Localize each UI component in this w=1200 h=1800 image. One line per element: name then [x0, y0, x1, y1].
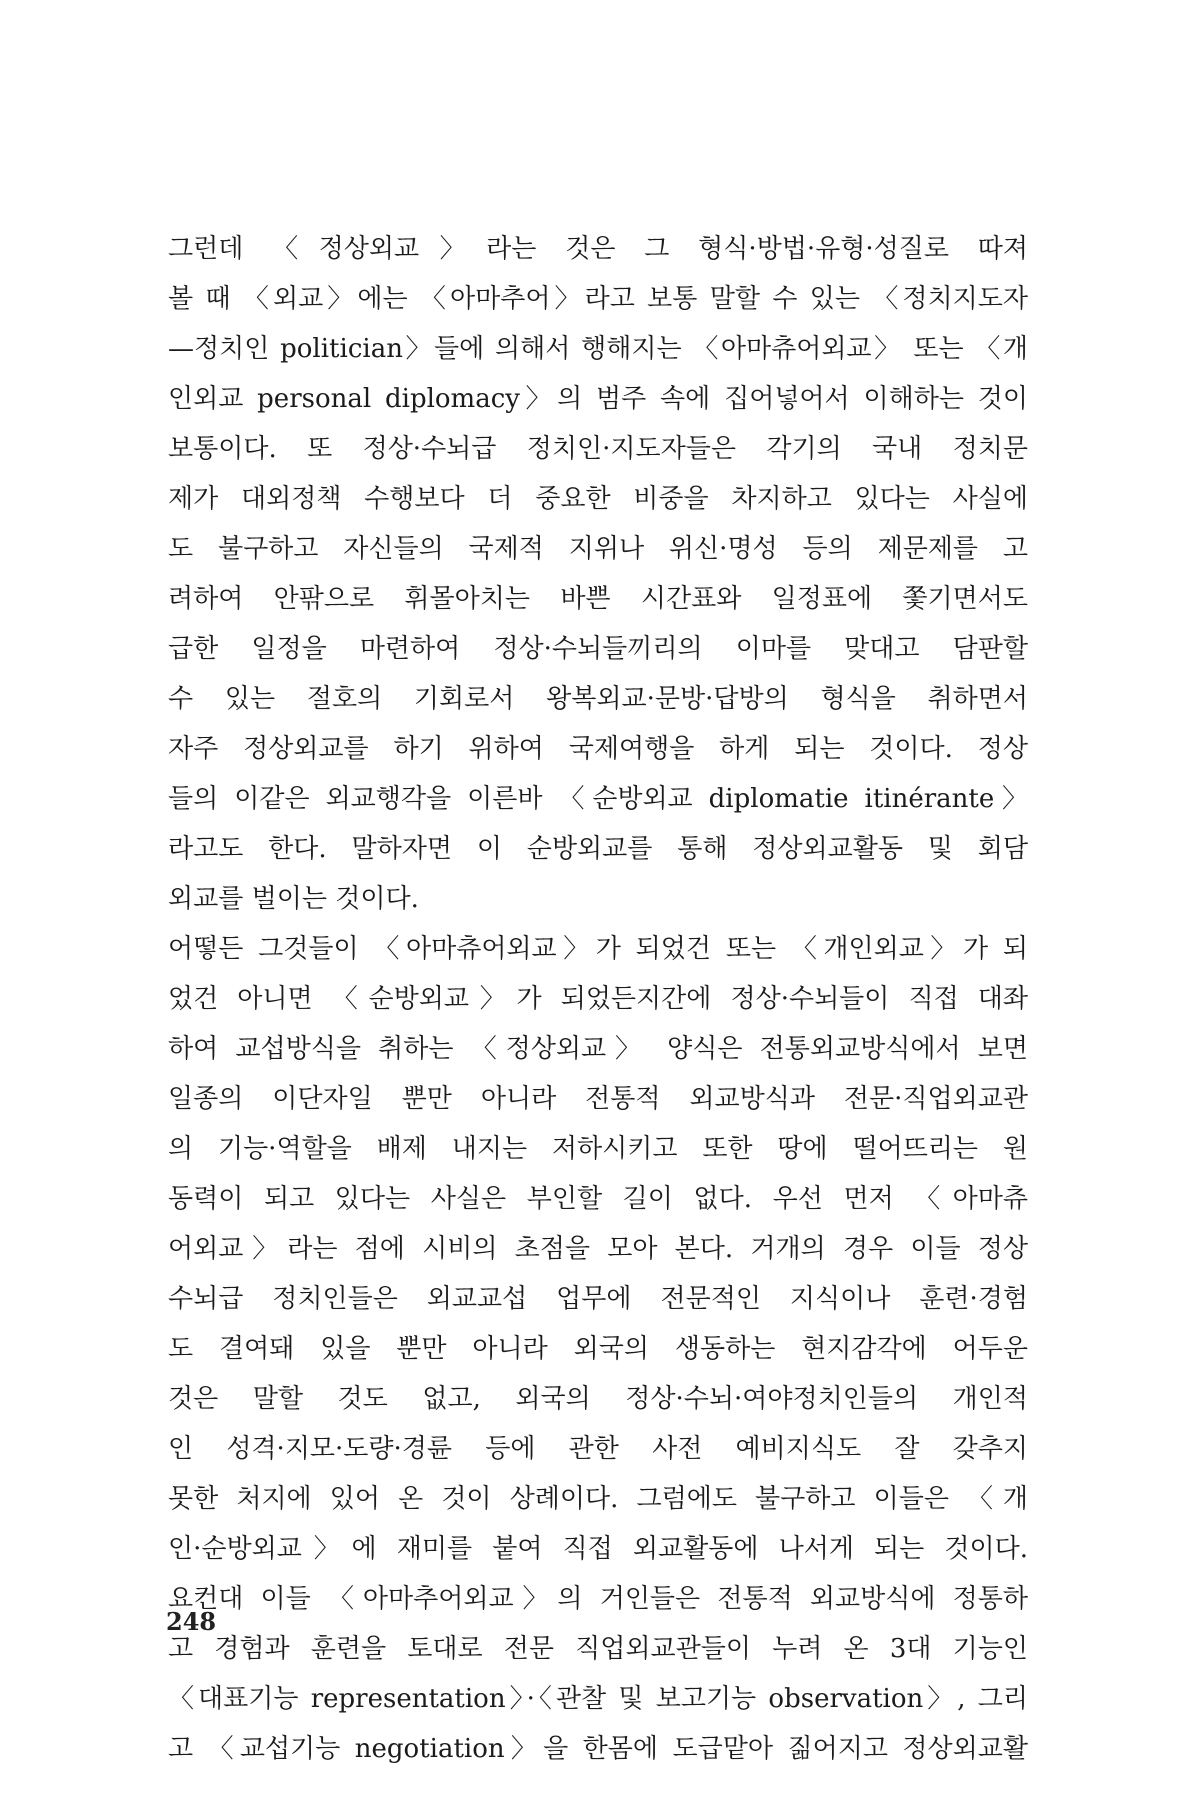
text-line: 외교를 벌이는 것이다. — [168, 884, 419, 914]
text-line: 보통이다. 또 정상·수뇌급 정치인·지도자들은 각기의 국내 정치문 — [168, 434, 1028, 464]
text-line: 인 성격·지모·도량·경륜 등에 관한 사전 예비지식도 잘 갖추지 — [168, 1434, 1028, 1464]
text-line: 일종의 이단자일 뿐만 아니라 전통적 외교방식과 전문·직업외교관 — [168, 1084, 1028, 1114]
text-line: 급한 일정을 마련하여 정상·수뇌들끼리의 이마를 맞대고 담판할 — [168, 634, 1028, 664]
text-line: 못한 처지에 있어 온 것이 상례이다. 그럼에도 불구하고 이들은 〈개 — [168, 1484, 1028, 1514]
text-line: 요컨대 이들 〈아마추어외교〉의 거인들은 전통적 외교방식에 정통하 — [168, 1584, 1028, 1614]
text-line: 그런데 〈정상외교〉라는 것은 그 형식·방법·유형·성질로 따져 — [168, 234, 1028, 264]
text-line: 인외교 personal diplomacy〉의 범주 속에 집어넣어서 이해하는 것이 — [168, 384, 1028, 414]
text-line: —정치인 politician〉들에 의해서 행해지는 〈아마츄어외교〉 또는 〈개 — [168, 334, 1028, 364]
body-text — [168, 224, 1028, 1774]
text-line: 의 기능·역할을 배제 내지는 저하시키고 또한 땅에 떨어뜨리는 원 — [168, 1134, 1028, 1164]
text-line: 제가 대외정책 수행보다 더 중요한 비중을 차지하고 있다는 사실에 — [168, 484, 1028, 514]
page-number: 248 — [166, 1607, 217, 1636]
text-line: 도 불구하고 자신들의 국제적 지위나 위신·명성 등의 제문제를 고 — [168, 534, 1028, 564]
text-line: 어떻든 그것들이 〈아마츄어외교〉가 되었건 또는 〈개인외교〉가 되 — [168, 934, 1028, 964]
text-line: 수뇌급 정치인들은 외교교섭 업무에 전문적인 지식이나 훈련·경험 — [168, 1284, 1028, 1314]
text-line: 것은 말할 것도 없고, 외국의 정상·수뇌·여야정치인들의 개인적 — [168, 1384, 1028, 1414]
text-line: 수 있는 절호의 기회로서 왕복외교·문방·답방의 형식을 취하면서 — [168, 684, 1028, 714]
text-line: 어외교〉라는 점에 시비의 초점을 모아 본다. 거개의 경우 이들 정상 — [168, 1234, 1028, 1264]
text-line: 었건 아니면 〈순방외교〉가 되었든지간에 정상·수뇌들이 직접 대좌 — [168, 984, 1028, 1014]
text-line: 인·순방외교〉에 재미를 붙여 직접 외교활동에 나서게 되는 것이다. — [168, 1534, 1028, 1564]
text-line: 고 〈교섭기능 negotiation〉을 한몸에 도급맡아 짊어지고 정상외교활 — [168, 1734, 1028, 1764]
text-line: 하여 교섭방식을 취하는 〈정상외교〉 양식은 전통외교방식에서 보면 — [168, 1034, 1028, 1064]
text-line: 려하여 안팎으로 휘몰아치는 바쁜 시간표와 일정표에 쫓기면서도 — [168, 584, 1028, 614]
text-line: 자주 정상외교를 하기 위하여 국제여행을 하게 되는 것이다. 정상 — [168, 734, 1028, 764]
text-line: 라고도 한다. 말하자면 이 순방외교를 통해 정상외교활동 및 회담 — [168, 834, 1028, 864]
text-line: 볼 때 〈외교〉에는 〈아마추어〉라고 보통 말할 수 있는 〈정치지도자 — [168, 284, 1028, 314]
text-line: 들의 이같은 외교행각을 이른바 〈순방외교 diplomatie itinérante〉 — [168, 784, 1028, 814]
text-line: 〈대표기능 representation〉·〈관찰 및 보고기능 observation〉, 그리 — [168, 1684, 1028, 1714]
text-line: 동력이 되고 있다는 사실은 부인할 길이 없다. 우선 먼저 〈아마츄 — [168, 1184, 1028, 1214]
text-line: 고 경험과 훈련을 토대로 전문 직업외교관들이 누려 온 3대 기능인 — [168, 1634, 1028, 1664]
text-line: 도 결여돼 있을 뿐만 아니라 외국의 생동하는 현지감각에 어두운 — [168, 1334, 1028, 1364]
